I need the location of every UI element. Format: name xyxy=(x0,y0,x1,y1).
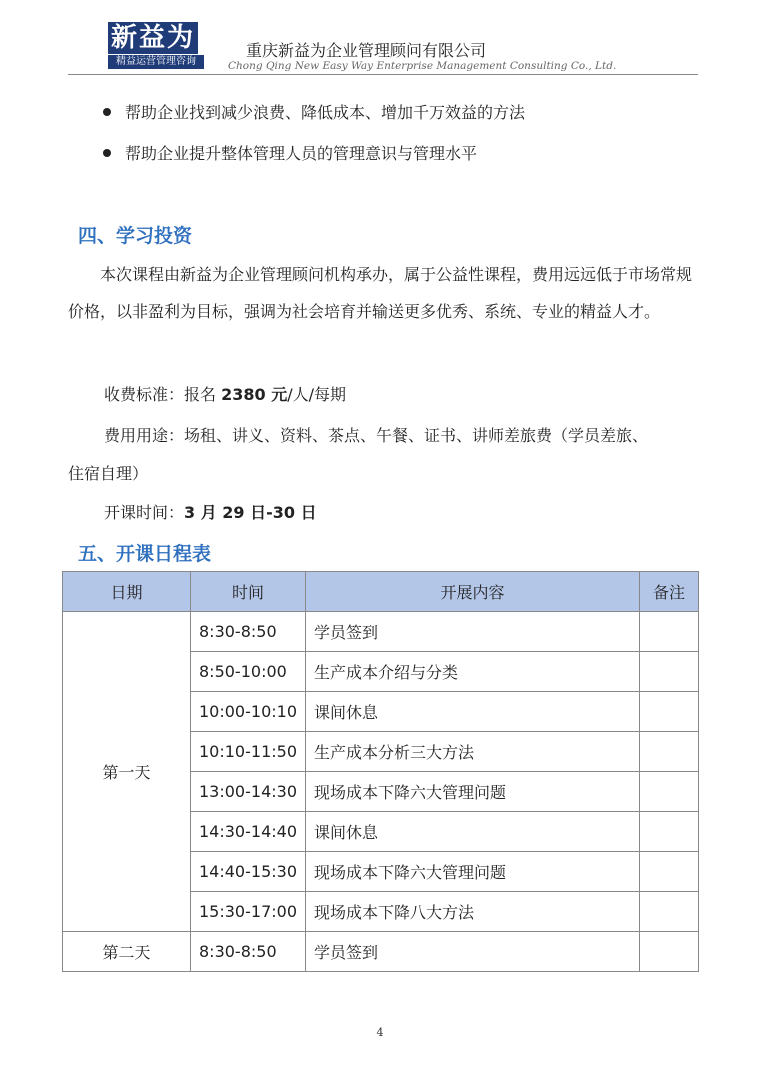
bullet-item xyxy=(103,144,477,164)
day-cell: 第一天 xyxy=(63,612,191,932)
time-cell: 8:30-8:50 xyxy=(191,612,306,652)
fee-unit: /人/每期 xyxy=(287,385,346,404)
table-row xyxy=(63,612,699,652)
company-name-cn: 重庆新益为企业管理顾问有限公司 xyxy=(246,41,487,60)
content-cell: 现场成本下降八大方法 xyxy=(306,892,640,932)
fee-standard-line xyxy=(104,382,346,405)
time-cell: 8:30-8:50 xyxy=(191,932,306,972)
bullet-text: 帮助企业找到减少浪费、降低成本、增加千万效益的方法 xyxy=(125,103,526,122)
logo-main-text: 新益为 xyxy=(108,22,198,54)
table-row xyxy=(63,932,699,972)
note-cell xyxy=(640,852,699,892)
investment-paragraph: 本次课程由新益为企业管理顾问机构承办，属于公益性课程，费用远远低于市场常规价格，以非盈利为目标，强调为社会培育并输送更多优秀、系统、专业的精益人才。 xyxy=(68,265,693,321)
bullet-text: 帮助企业提升整体管理人员的管理意识与管理水平 xyxy=(125,144,478,163)
note-cell xyxy=(640,772,699,812)
day-cell: 第二天 xyxy=(63,932,191,972)
logo-sub-text: 精益运营管理咨询 xyxy=(108,55,204,69)
table-header-row xyxy=(63,572,699,612)
time-cell: 15:30-17:00 xyxy=(191,892,306,932)
time-cell: 10:00-10:10 xyxy=(191,692,306,732)
course-time-value: 3 月 29 日-30 日 xyxy=(184,503,317,522)
time-cell: 10:10-11:50 xyxy=(191,732,306,772)
content-cell: 生产成本分析三大方法 xyxy=(306,732,640,772)
fee-usage-line-2: 住宿自理） xyxy=(68,464,149,483)
time-cell: 8:50-10:00 xyxy=(191,652,306,692)
time-cell: 13:00-14:30 xyxy=(191,772,306,812)
content-cell: 生产成本介绍与分类 xyxy=(306,652,640,692)
note-cell xyxy=(640,692,699,732)
header-date: 日期 xyxy=(63,572,191,612)
section-title-schedule: 五、开课日程表 xyxy=(78,543,212,565)
note-cell xyxy=(640,732,699,772)
bullet-item xyxy=(103,103,525,123)
bullet-dot-icon xyxy=(103,108,111,116)
content-cell: 现场成本下降六大管理问题 xyxy=(306,852,640,892)
fee-value: 2380 元 xyxy=(221,385,288,404)
course-time-label: 开课时间： xyxy=(104,503,185,522)
time-cell: 14:40-15:30 xyxy=(191,852,306,892)
header-time: 时间 xyxy=(191,572,306,612)
content-cell: 学员签到 xyxy=(306,932,640,972)
fee-usage-line-1: 费用用途：场租、讲义、资料、茶点、午餐、证书、讲师差旅费（学员差旅、 xyxy=(104,426,649,445)
content-cell: 课间休息 xyxy=(306,692,640,732)
content-cell: 学员签到 xyxy=(306,612,640,652)
note-cell xyxy=(640,652,699,692)
content-cell: 课间休息 xyxy=(306,812,640,852)
note-cell xyxy=(640,892,699,932)
company-name-en: Chong Qing New Easy Way Enterprise Management Consulting Co., Ltd. xyxy=(228,60,617,72)
note-cell xyxy=(640,932,699,972)
header-content: 开展内容 xyxy=(306,572,640,612)
bullet-dot-icon xyxy=(103,149,111,157)
fee-label: 收费标准：报名 xyxy=(104,385,222,404)
schedule-table xyxy=(62,571,699,972)
time-cell: 14:30-14:40 xyxy=(191,812,306,852)
company-logo xyxy=(108,22,204,70)
section-title-investment: 四、学习投资 xyxy=(78,225,193,247)
note-cell xyxy=(640,612,699,652)
course-time-line xyxy=(104,500,317,523)
content-cell: 现场成本下降六大管理问题 xyxy=(306,772,640,812)
note-cell xyxy=(640,812,699,852)
header-divider xyxy=(68,74,698,75)
page-number: 4 xyxy=(376,1026,384,1039)
header-note: 备注 xyxy=(640,572,699,612)
